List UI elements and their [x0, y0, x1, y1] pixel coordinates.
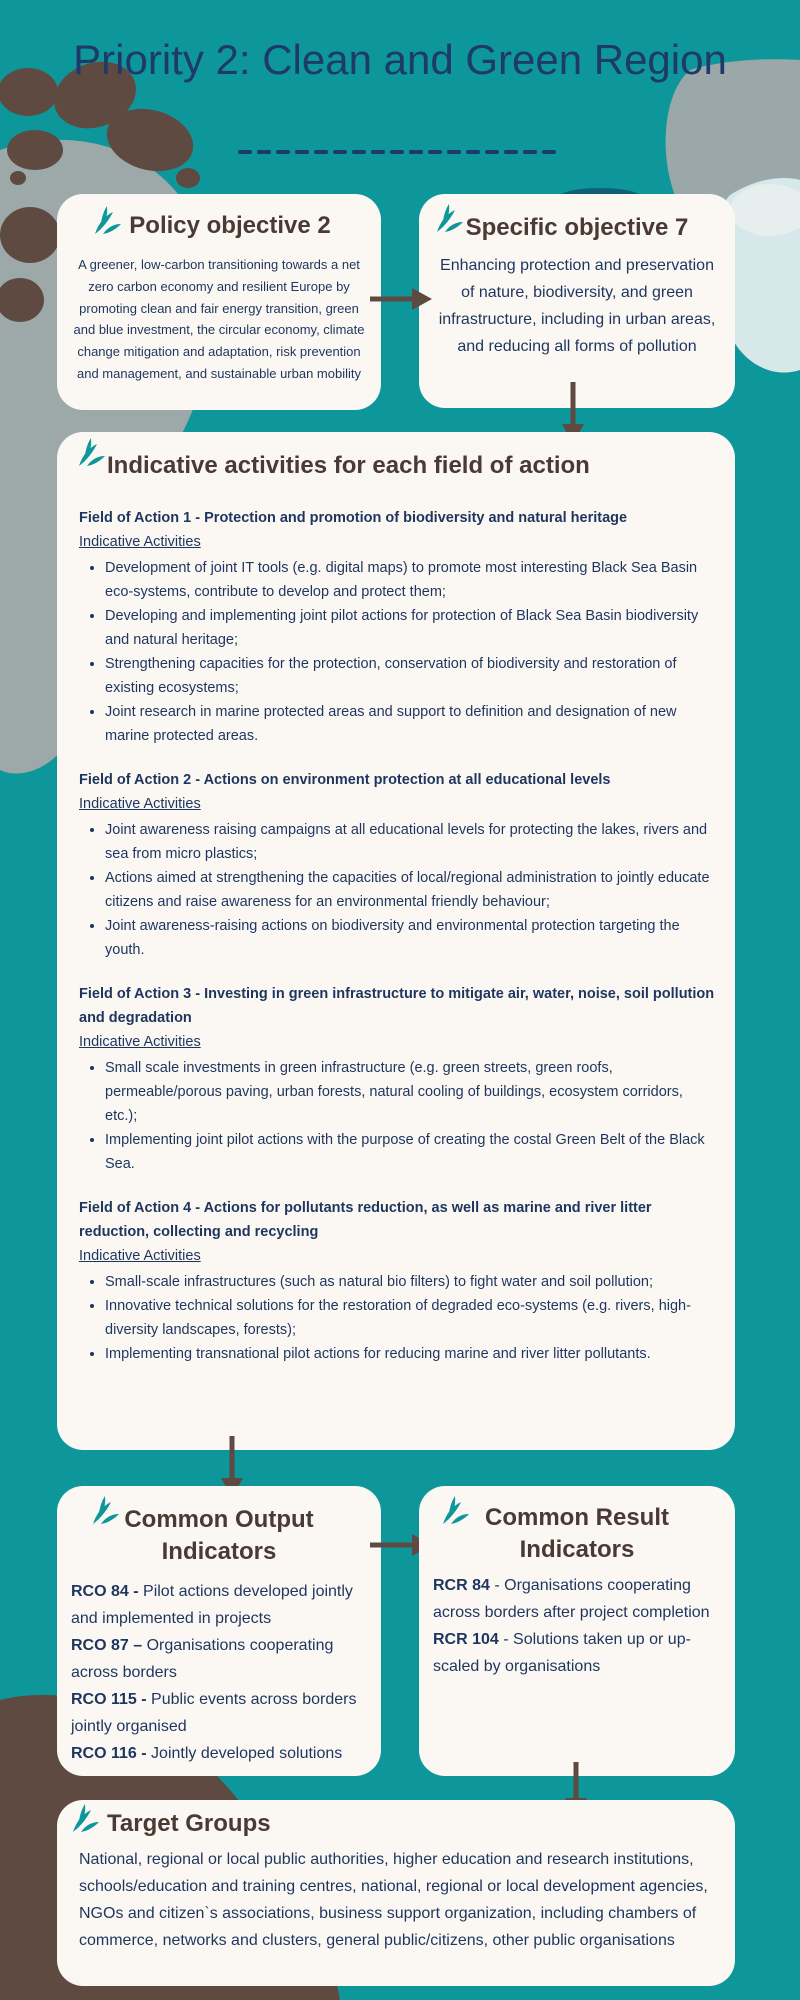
list-item: • Implementing joint pilot actions with the purpose of creating the costal Green Belt of the Black Sea.	[105, 1128, 715, 1176]
leaf-icon	[91, 204, 125, 238]
activities-title: Indicative activities for each field of action	[107, 452, 590, 479]
brown-blob-6	[176, 168, 200, 188]
indicator-text: Jointly developed solutions	[146, 1745, 343, 1762]
indicator-item	[71, 1686, 367, 1740]
indicator-item	[433, 1572, 721, 1626]
list-item: • Joint research in marine protected areas and support to definition and designation of new marine protected areas.	[105, 700, 715, 748]
list-item: • Actions aimed at strengthening the capacities of local/regional administration to jointly educate citizens and raise awareness for an environmental friendly behaviour;	[105, 866, 715, 914]
field-of-action-title: Field of Action 4 - Actions for pollutants reduction, as well as marine and river litter reduction, collecting and recycling	[79, 1200, 652, 1240]
output-indicators-title: Common Output Indicators	[124, 1506, 314, 1565]
leaf-icon	[433, 202, 467, 236]
field-of-action-3	[79, 982, 715, 1176]
list-item: • Developing and implementing joint pilot actions for protection of Black Sea Basin biodiversity and natural heritage;	[105, 604, 715, 652]
list-item: • Joint awareness-raising actions on biodiversity and environmental protection targeting the youth.	[105, 914, 715, 962]
field-of-action-title: Field of Action 1 - Protection and promotion of biodiversity and natural heritage	[79, 510, 628, 526]
common-output-indicators-card	[57, 1486, 381, 1776]
list-item: • Development of joint IT tools (e.g. digital maps) to promote most interesting Black Sea Basin eco-systems, contribute to develop and protect them;	[105, 556, 715, 604]
common-result-indicators-card	[419, 1486, 735, 1776]
result-indicators-list	[433, 1572, 721, 1680]
indicator-item	[71, 1632, 367, 1686]
policy-objective-text: A greener, low-carbon transitioning towards a net zero carbon economy and resilient Europe by promoting clean and fair energy transition, green and blue investment, the circular economy, climate change mitigation and adaptation, risk prevention and management, and sustainable urban mobility	[73, 257, 365, 381]
indicator-text: Organisations cooperating across borders	[71, 1637, 334, 1681]
policy-objective-card	[57, 194, 381, 410]
indicator-item	[433, 1626, 721, 1680]
indicator-code: RCO 84 -	[71, 1583, 139, 1600]
indicator-text: Pilot actions developed jointly and implemented in projects	[71, 1583, 353, 1627]
result-indicators-title: Common Result Indicators	[484, 1504, 669, 1563]
policy-objective-title: Policy objective 2	[129, 212, 331, 239]
leaf-icon	[69, 1802, 103, 1836]
indicative-activities-card	[57, 432, 735, 1450]
list-item: • Small scale investments in green infrastructure (e.g. green streets, green roofs, permeable/porous paving, urban forests, natural cooling of buildings, ecosystem corridors, etc.);	[105, 1056, 715, 1128]
indicator-text: - Organisations cooperating across borders after project completion	[433, 1577, 710, 1621]
leaf-icon	[75, 436, 109, 470]
indicator-text: - Solutions taken up or up-scaled by organisations	[433, 1631, 691, 1675]
leaf-icon	[439, 1494, 473, 1528]
specific-objective-title: Specific objective 7	[465, 214, 689, 241]
field-of-action-title: Field of Action 2 - Actions on environment protection at all educational levels	[79, 772, 611, 788]
field-of-action-title: Field of Action 3 - Investing in green infrastructure to mitigate air, water, noise, soil pollution and degradation	[79, 986, 715, 1026]
list-item: • Innovative technical solutions for the restoration of degraded eco-systems (e.g. rivers, high-diversity landscapes, forests);	[105, 1294, 715, 1342]
indicative-activities-label: Indicative Activities	[79, 1034, 201, 1050]
indicator-code: RCR 84	[433, 1577, 490, 1594]
indicator-item	[71, 1740, 367, 1767]
activities-list	[79, 556, 715, 748]
list-item: • Implementing transnational pilot actions for reducing marine and river litter pollutants.	[105, 1342, 715, 1366]
brown-blob-3	[7, 130, 63, 170]
output-indicators-list	[71, 1578, 367, 1767]
page-title: Priority 2: Clean and Green Region	[73, 36, 727, 83]
indicator-code: RCO 116 -	[71, 1745, 147, 1762]
list-item: • Strengthening capacities for the protection, conservation of biodiversity and restoration of existing ecosystems;	[105, 652, 715, 700]
list-item: • Joint awareness raising campaigns at all educational levels for protecting the lakes, rivers and sea from micro plastics;	[105, 818, 715, 866]
indicator-item	[71, 1578, 367, 1632]
fields-of-action	[79, 506, 715, 1366]
activities-list	[79, 818, 715, 962]
specific-objective-card	[419, 194, 735, 408]
brown-blob-4	[10, 171, 26, 185]
target-groups-title: Target Groups	[107, 1810, 271, 1837]
target-groups-card	[57, 1800, 735, 1986]
indicative-activities-label: Indicative Activities	[79, 1248, 201, 1264]
indicator-text: Public events across borders jointly organised	[71, 1691, 357, 1735]
target-groups-text: National, regional or local public authorities, higher education and research institutions, schools/education and training centres, national, regional or local development agencies, NGOs and citizen`s associations, business support organization, including chambers of commerce, networks and clusters, general public/citizens, other public organisations	[79, 1851, 708, 1949]
dashed-divider	[238, 148, 564, 156]
activities-list	[79, 1056, 715, 1176]
field-of-action-2	[79, 768, 715, 962]
specific-objective-text: Enhancing protection and preservation of nature, biodiversity, and green infrastructure, including in urban areas, and reducing all forms of pollution	[438, 257, 716, 355]
leaf-icon	[89, 1494, 123, 1528]
field-of-action-4	[79, 1196, 715, 1366]
activities-list	[79, 1270, 715, 1366]
arrow-icon	[368, 286, 434, 312]
indicator-code: RCO 87 –	[71, 1637, 143, 1654]
brown-blob-7	[0, 207, 60, 263]
field-of-action-1	[79, 506, 715, 748]
list-item: • Small-scale infrastructures (such as natural bio filters) to fight water and soil pollution;	[105, 1270, 715, 1294]
indicative-activities-label: Indicative Activities	[79, 534, 201, 550]
indicative-activities-label: Indicative Activities	[79, 796, 201, 812]
indicator-code: RCO 115 -	[71, 1691, 147, 1708]
indicator-code: RCR 104	[433, 1631, 499, 1648]
